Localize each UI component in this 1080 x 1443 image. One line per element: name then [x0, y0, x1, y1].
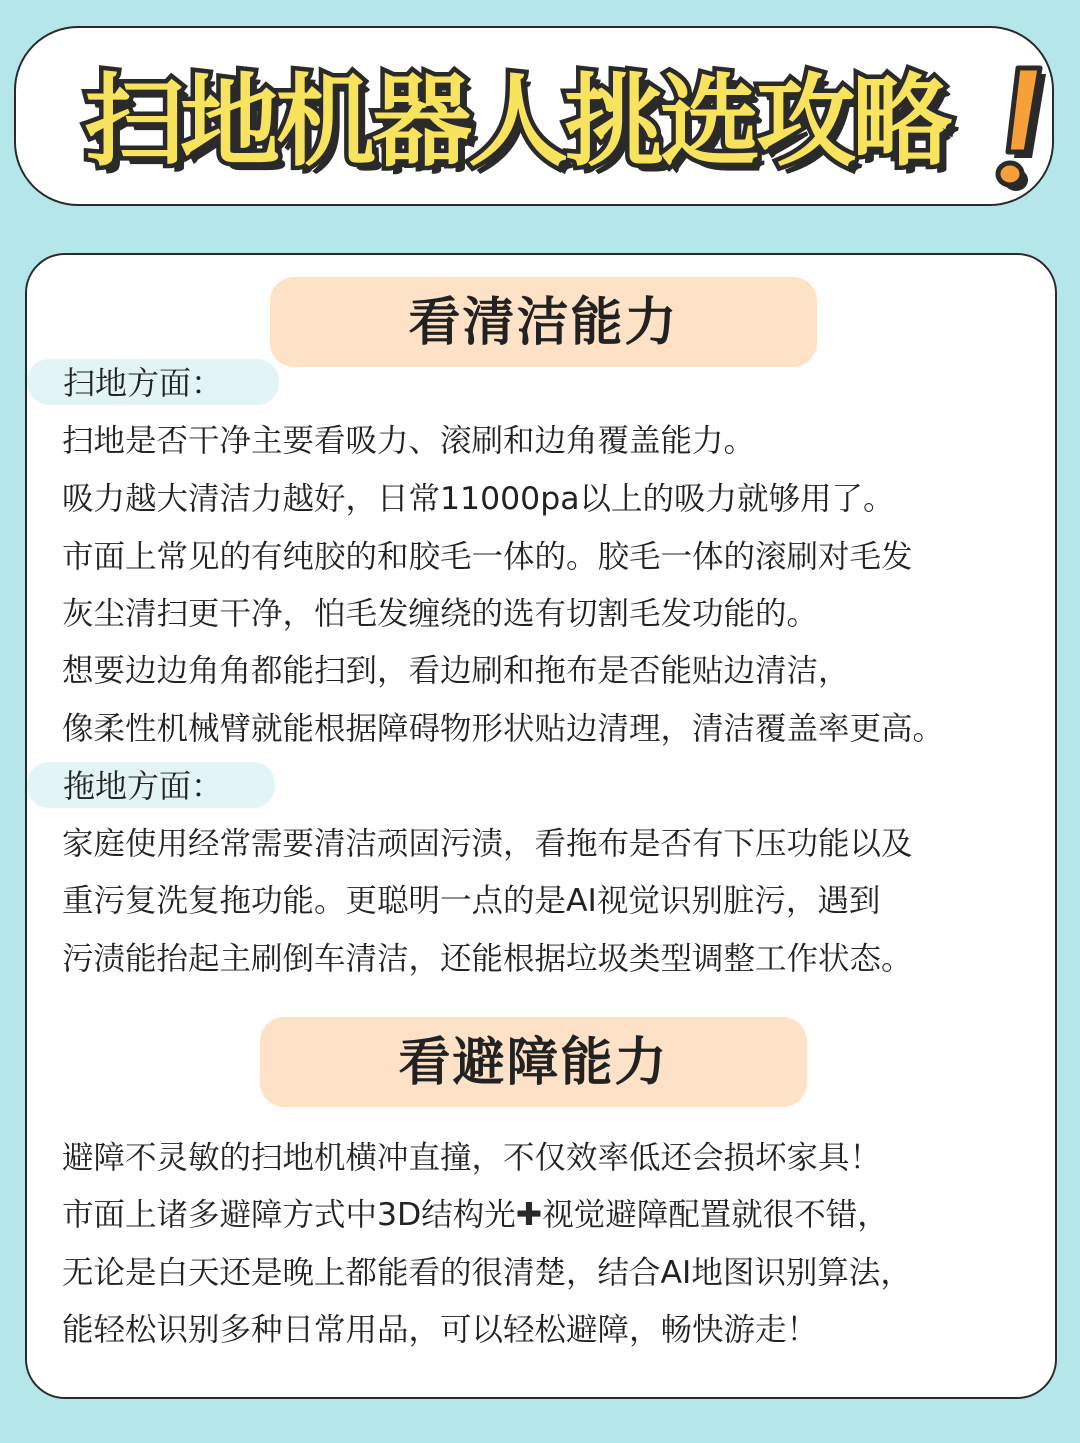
sweeping-line-6: 像柔性机械臂就能根据障碍物形状贴边清理，清洁覆盖率更高。	[62, 711, 945, 747]
obstacle-line-2-suffix: 视觉避障配置就很不错，	[542, 1197, 889, 1233]
mopping-line-1: 家庭使用经常需要清洁顽固污渍，看拖布是否有下压功能以及	[62, 826, 913, 862]
sweeping-line-4: 灰尘清扫更干净，怕毛发缠绕的选有切割毛发功能的。	[62, 596, 819, 632]
obstacle-line-1: 避障不灵敏的扫地机横冲直撞，不仅效率低还会损坏家具！	[62, 1140, 882, 1176]
section-heading-cleaning: 看清洁能力	[270, 277, 817, 367]
subheading-sweeping: 扫地方面：	[27, 359, 279, 405]
obstacle-line-2	[62, 1195, 1062, 1235]
sweeping-line-5: 想要边边角角都能扫到，看边刷和拖布是否能贴边清洁，	[62, 653, 850, 689]
sweeping-line-1: 扫地是否干净主要看吸力、滚刷和边角覆盖能力。	[62, 423, 756, 459]
subheading-mopping: 拖地方面：	[27, 762, 275, 808]
section-heading-obstacle: 看避障能力	[260, 1017, 807, 1107]
exclamation-icon	[988, 60, 1048, 200]
mopping-line-3: 污渍能抬起主刷倒车清洁，还能根据垃圾类型调整工作状态。	[62, 941, 913, 977]
obstacle-line-2-prefix: 市面上诸多避障方式中3D结构光	[62, 1197, 516, 1233]
sweeping-line-2: 吸力越大清洁力越好，日常11000pa以上的吸力就够用了。	[62, 481, 895, 517]
obstacle-line-4: 能轻松识别多种日常用品，可以轻松避障，畅快游走！	[62, 1312, 819, 1348]
obstacle-line-3: 无论是白天还是晚上都能看的很清楚，结合AI地图识别算法，	[62, 1255, 912, 1291]
page-title: 扫地机器人挑选攻略	[84, 63, 948, 180]
mopping-line-2: 重污复洗复拖功能。更聪明一点的是AI视觉识别脏污，遇到	[62, 883, 881, 919]
plus-icon: ✚	[515, 1197, 543, 1233]
sweeping-line-3: 市面上常见的有纯胶的和胶毛一体的。胶毛一体的滚刷对毛发	[62, 539, 913, 575]
